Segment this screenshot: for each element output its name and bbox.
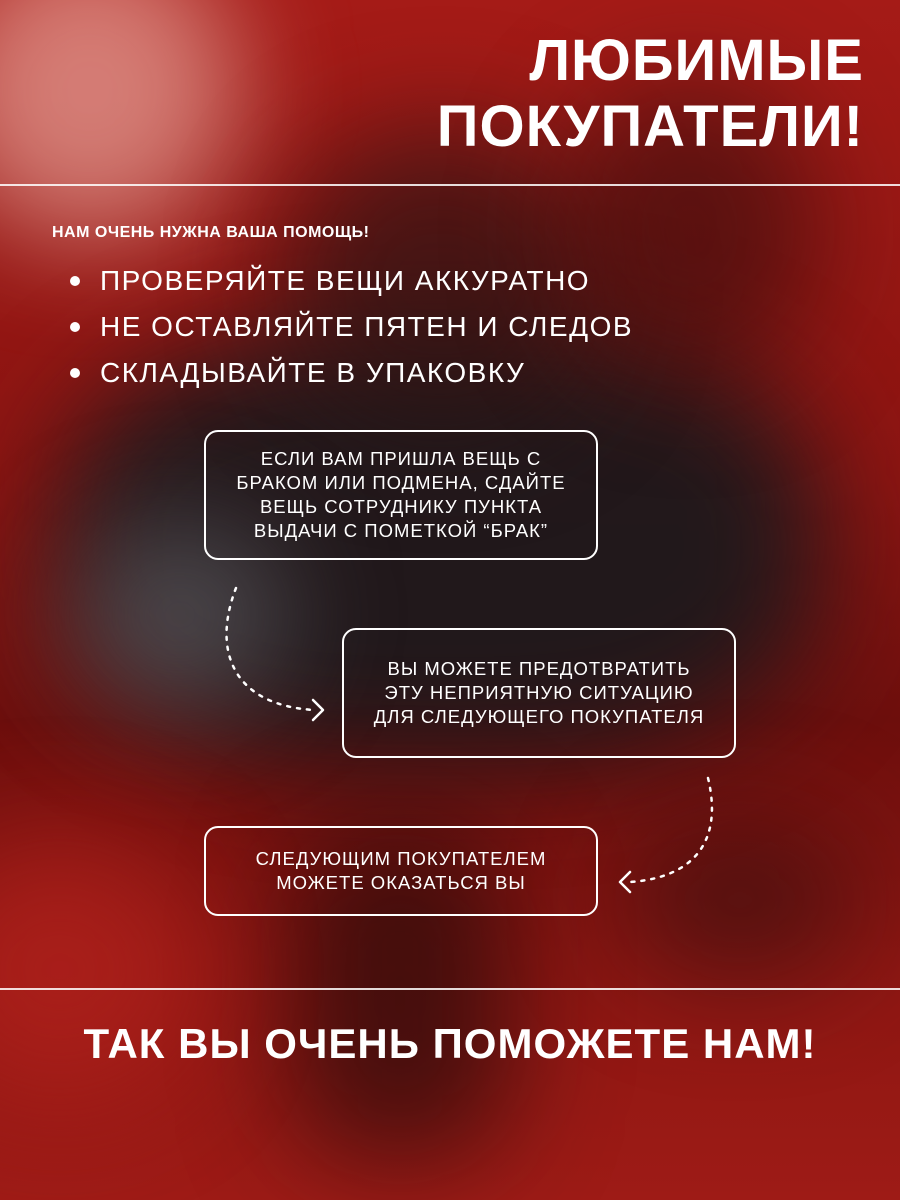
dotted-arrow-icon [227, 588, 314, 710]
box-line: ЭТУ НЕПРИЯТНУЮ СИТУАЦИЮ [384, 682, 694, 703]
tip-text: НЕ ОСТАВЛЯЙТЕ ПЯТЕН И СЛЕДОВ [100, 311, 634, 342]
box-line: МОЖЕТЕ ОКАЗАТЬСЯ ВЫ [276, 872, 526, 893]
box-line: ДЛЯ СЛЕДУЮЩЕГО ПОКУПАТЕЛЯ [373, 706, 705, 727]
footer-slogan: ТАК ВЫ ОЧЕНЬ ПОМОЖЕТЕ НАМ! [83, 1020, 817, 1067]
arrowhead-icon [620, 872, 630, 892]
box-line: ВЫДАЧИ С ПОМЕТКОЙ “БРАК” [253, 520, 549, 541]
arrowhead-icon [313, 700, 323, 720]
tip-text: ПРОВЕРЯЙТЕ ВЕЩИ АККУРАТНО [100, 265, 591, 296]
box-line: ВЕЩЬ СОТРУДНИКУ ПУНКТА [259, 496, 543, 517]
tip-text: СКЛАДЫВАЙТЕ В УПАКОВКУ [100, 357, 526, 388]
dotted-arrow-icon [630, 778, 712, 882]
bottom-divider [0, 988, 900, 990]
box-line: ЕСЛИ ВАМ ПРИШЛА ВЕЩЬ С [260, 448, 542, 469]
box-line: ВЫ МОЖЕТЕ ПРЕДОТВРАТИТЬ [387, 658, 691, 679]
title-line-1: ЛЮБИМЫЕ [529, 28, 864, 93]
title-line-2: ПОКУПАТЕЛИ! [436, 94, 864, 159]
box-line: БРАКОМ ИЛИ ПОДМЕНА, СДАЙТЕ [236, 472, 566, 493]
subtitle: НАМ ОЧЕНЬ НУЖНА ВАША ПОМОЩЬ! [52, 224, 370, 241]
box-line: СЛЕДУЮЩИМ ПОКУПАТЕЛЕМ [255, 848, 547, 869]
